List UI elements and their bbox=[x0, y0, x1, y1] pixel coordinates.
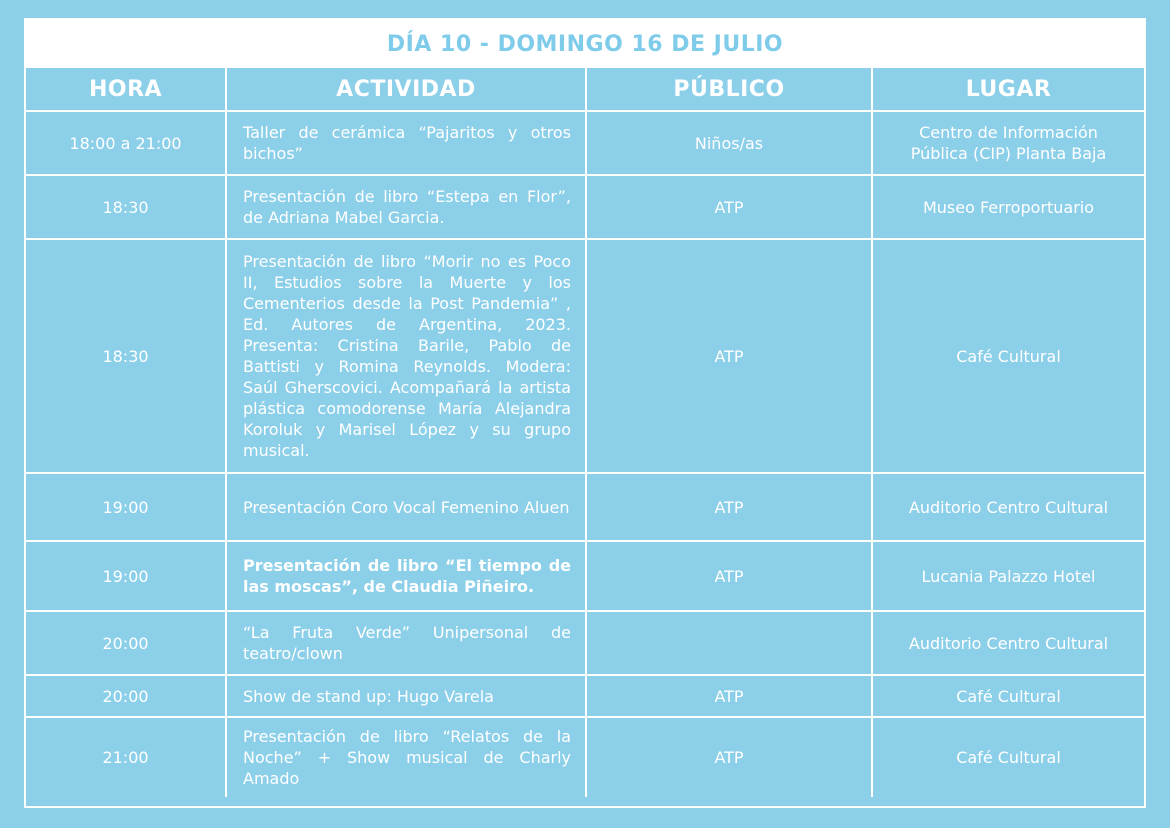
cell-publico: ATP bbox=[586, 717, 872, 797]
table-row bbox=[26, 239, 1144, 473]
cell-hora: 20:00 bbox=[26, 675, 226, 717]
cell-actividad: Taller de cerámica “Pajaritos y otros bichos” bbox=[226, 111, 586, 175]
table-row bbox=[26, 611, 1144, 675]
cell-lugar: Centro de Información Pública (CIP) Planta Baja bbox=[872, 111, 1144, 175]
cell-hora: 18:00 a 21:00 bbox=[26, 111, 226, 175]
cell-hora: 19:00 bbox=[26, 473, 226, 541]
cell-publico: ATP bbox=[586, 175, 872, 239]
cell-lugar: Auditorio Centro Cultural bbox=[872, 473, 1144, 541]
header-actividad: ACTIVIDAD bbox=[226, 68, 586, 111]
cell-hora: 19:00 bbox=[26, 541, 226, 611]
cell-lugar: Café Cultural bbox=[872, 239, 1144, 473]
cell-publico: ATP bbox=[586, 675, 872, 717]
cell-lugar: Café Cultural bbox=[872, 717, 1144, 797]
header-hora: HORA bbox=[26, 68, 226, 111]
cell-publico: ATP bbox=[586, 239, 872, 473]
cell-hora: 18:30 bbox=[26, 175, 226, 239]
cell-publico bbox=[586, 611, 872, 675]
cell-lugar: Lucania Palazzo Hotel bbox=[872, 541, 1144, 611]
cell-hora: 21:00 bbox=[26, 717, 226, 797]
header-publico: PÚBLICO bbox=[586, 68, 872, 111]
table-row bbox=[26, 717, 1144, 797]
cell-actividad: Presentación de libro “Morir no es Poco II, Estudios sobre la Muerte y los Cementerios desde la Post Pandemia” , Ed. Autores de Argentina, 2023. Presenta: Cristina Barile, Pablo de Battisti y Romina Reynolds. Modera: Saúl Gherscovici. Acompañará la artista plástica comodorense María Alejandra Koroluk y Marisel López y su grupo musical. bbox=[226, 239, 586, 473]
cell-hora: 20:00 bbox=[26, 611, 226, 675]
cell-publico: ATP bbox=[586, 541, 872, 611]
cell-actividad: Presentación Coro Vocal Femenino Aluen bbox=[226, 473, 586, 541]
header-lugar: LUGAR bbox=[872, 68, 1144, 111]
cell-actividad: Presentación de libro “Estepa en Flor”, de Adriana Mabel Garcia. bbox=[226, 175, 586, 239]
schedule-sheet bbox=[24, 18, 1146, 808]
table-row bbox=[26, 541, 1144, 611]
cell-publico: Niños/as bbox=[586, 111, 872, 175]
cell-actividad: Show de stand up: Hugo Varela bbox=[226, 675, 586, 717]
cell-lugar: Museo Ferroportuario bbox=[872, 175, 1144, 239]
cell-actividad: Presentación de libro “El tiempo de las moscas”, de Claudia Piñeiro. bbox=[226, 541, 586, 611]
cell-lugar: Auditorio Centro Cultural bbox=[872, 611, 1144, 675]
cell-actividad: Presentación de libro “Relatos de la Noche” + Show musical de Charly Amado bbox=[226, 717, 586, 797]
cell-hora: 18:30 bbox=[26, 239, 226, 473]
schedule-table bbox=[26, 68, 1144, 797]
header-row bbox=[26, 68, 1144, 111]
table-row bbox=[26, 473, 1144, 541]
cell-lugar: Café Cultural bbox=[872, 675, 1144, 717]
cell-actividad: “La Fruta Verde” Unipersonal de teatro/clown bbox=[226, 611, 586, 675]
table-row bbox=[26, 111, 1144, 175]
cell-publico: ATP bbox=[586, 473, 872, 541]
table-row bbox=[26, 175, 1144, 239]
table-row bbox=[26, 675, 1144, 717]
day-title: DÍA 10 - DOMINGO 16 DE JULIO bbox=[26, 20, 1144, 68]
